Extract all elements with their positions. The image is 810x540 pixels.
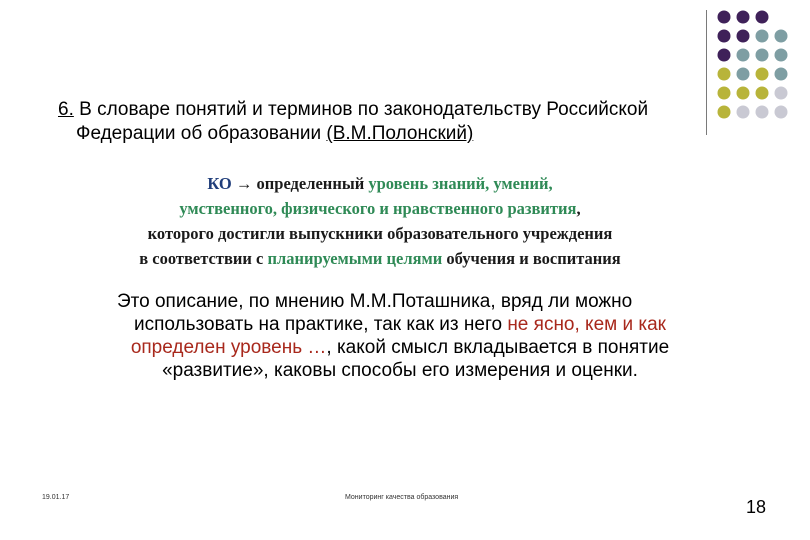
highlight-level-defined: определен уровень … — [130, 337, 327, 358]
decorative-dot — [775, 68, 788, 81]
definition-text-3: обучения и воспитания — [442, 249, 621, 268]
highlight-goals: планируемыми целями — [267, 249, 443, 268]
decorative-dot — [756, 87, 769, 100]
divider-line — [706, 10, 707, 135]
author-reference: (В.М.Полонский) — [326, 123, 474, 144]
decorative-dot — [756, 68, 769, 81]
decorative-dot — [775, 87, 788, 100]
decorative-dot — [775, 49, 788, 62]
decorative-dot — [756, 11, 769, 24]
decorative-dot — [737, 68, 750, 81]
definition-text-2: в соответствии с — [139, 249, 268, 268]
decorative-dot — [775, 30, 788, 43]
decorative-dot — [756, 49, 769, 62]
decorative-dot — [737, 87, 750, 100]
decorative-dot — [737, 49, 750, 62]
footer-date: 19.01.17 — [42, 494, 70, 501]
definition-line3: которого достигли выпускники образовательного учреждения — [147, 224, 613, 243]
item-number: 6. — [58, 99, 74, 120]
abbr-ko: КО — [207, 174, 232, 193]
critique-line3: , какой смысл вкладывается в понятие — [326, 337, 670, 358]
decorative-dot — [718, 68, 731, 81]
highlight-unclear: не ясно, кем и как — [507, 314, 666, 335]
decorative-dot — [775, 106, 788, 119]
critique-line4: «развитие», каковы способы его измерения и оценки. — [162, 360, 638, 381]
source-line1: В словаре понятий и терминов по законодательству Российской — [73, 99, 649, 120]
definition-comma: , — [576, 199, 581, 218]
page-number: 18 — [746, 497, 767, 517]
arrow-icon: → — [235, 174, 253, 193]
highlight-level: уровень знаний, умений, — [368, 174, 553, 193]
highlight-development: умственного, физического и нравственного развития — [179, 199, 577, 218]
footer-title: Мониторинг качества образования — [345, 494, 459, 501]
definition-text: определенный — [252, 174, 369, 193]
critique-line2: использовать на практике, так как из него — [133, 314, 508, 335]
decorative-dot — [718, 87, 731, 100]
paragraph-critique — [100, 290, 700, 382]
paragraph-definition-source — [58, 98, 698, 146]
decorative-dot — [737, 30, 750, 43]
decorative-dot — [737, 106, 750, 119]
decorative-dot — [756, 30, 769, 43]
critique-line1: Это описание, по мнению М.М.Поташника, вряд ли можно — [117, 291, 633, 312]
decorative-dot — [756, 106, 769, 119]
decorative-dot — [718, 30, 731, 43]
decorative-dot — [737, 11, 750, 24]
source-line2: Федерации об образовании — [76, 123, 327, 144]
decorative-dot — [718, 11, 731, 24]
decorative-dot — [718, 106, 731, 119]
definition-block — [60, 171, 700, 271]
decorative-dot — [718, 49, 731, 62]
